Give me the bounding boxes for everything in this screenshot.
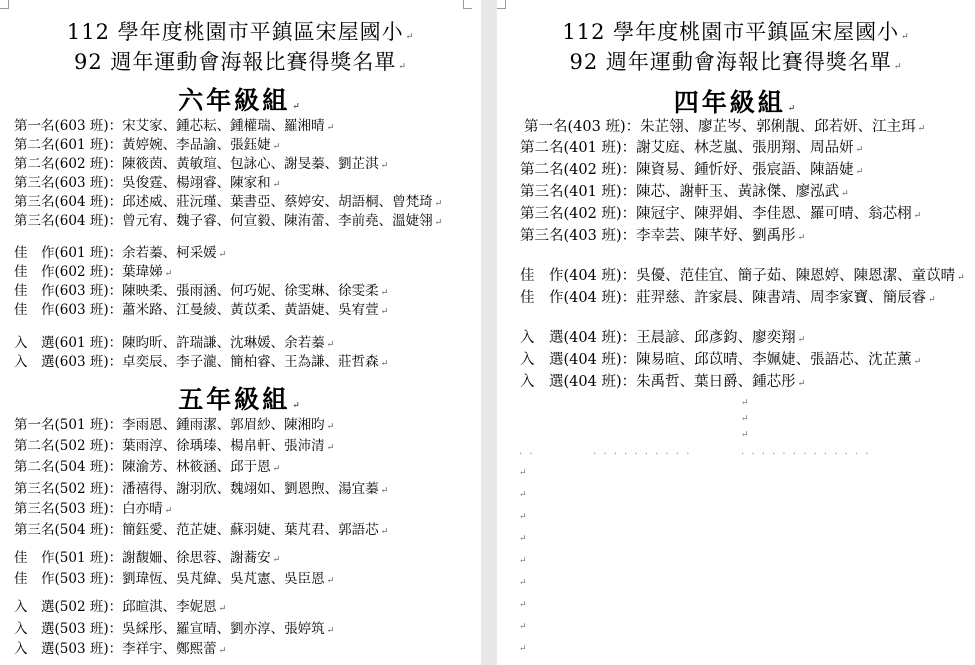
- paragraph-mark: ↵: [380, 527, 389, 537]
- doc-title-line2: 92 週年運動會海報比賽得獎名單 ↵: [569, 50, 903, 74]
- paragraph-mark: ↵: [380, 486, 389, 496]
- award-line: 第三名(503 班)：白亦晴 ↵: [14, 501, 173, 517]
- paragraph-mark: ↵: [901, 32, 910, 42]
- crop-mark: [0, 0, 9, 9]
- paragraph-mark: ↵: [519, 600, 527, 610]
- paragraph-mark: ↵: [218, 646, 227, 656]
- paragraph-mark: ↵: [519, 622, 527, 632]
- page-break-dots: . .: [519, 446, 535, 457]
- award-line: 入 選(404 班)：王晨諺、邱彥鈞、廖奕翔 ↵: [520, 330, 806, 346]
- crop-mark: [497, 0, 506, 9]
- paragraph-mark: ↵: [380, 288, 389, 298]
- paragraph-mark: ↵: [380, 307, 389, 317]
- doc-title-line2: 92 週年運動會海報比賽得獎名單 ↵: [74, 50, 407, 74]
- award-line: 佳 作(503 班)：劉瑋恆、吳芃緯、吳芃憲、吳臣恩 ↵: [14, 571, 335, 587]
- paragraph-mark: ↵: [405, 32, 415, 42]
- paragraph-mark: ↵: [893, 62, 903, 72]
- page-break-dots: . . . . . . . . . .: [593, 446, 692, 457]
- paragraph-mark: ↵: [841, 189, 849, 199]
- paragraph-mark: ↵: [292, 401, 303, 411]
- paragraph-mark: ↵: [272, 142, 281, 152]
- award-line: 第二名(601 班)：黃婷婉、李品諭、張鈺婕 ↵: [14, 137, 281, 153]
- paragraph-mark: ↵: [519, 490, 527, 500]
- paragraph-mark: ↵: [326, 576, 335, 586]
- award-line: 第二名(402 班)：陳資易、鍾忻妤、張宸語、陳語婕 ↵: [520, 162, 864, 178]
- paragraph-mark: ↵: [326, 123, 335, 133]
- paragraph-mark: ↵: [380, 161, 389, 171]
- award-line: 第二名(401 班)：謝艾庭、林芝嵐、張朋翔、周品妍 ↵: [520, 140, 864, 156]
- paragraph-mark: ↵: [380, 359, 389, 369]
- award-line: 佳 作(603 班)：陳映柔、張雨涵、何巧妮、徐雯琳、徐雯柔 ↵: [14, 283, 389, 299]
- paragraph-mark: ↵: [913, 211, 922, 221]
- paragraph-mark: ↵: [519, 644, 527, 654]
- doc-title-line1: 112 學年度桃園市平鎮區宋屋國小 ↵: [66, 20, 415, 44]
- award-line: 入 選(503 班)：李祥宇、鄭熙蕾 ↵: [14, 641, 227, 657]
- paragraph-mark: ↵: [797, 379, 806, 389]
- award-line: 第二名(602 班)：陳筱茵、黃敏瑄、包詠心、謝旻蓁、劉芷淇 ↵: [14, 156, 389, 172]
- paragraph-mark: ↵: [326, 340, 335, 350]
- award-line: 第三名(604 班)：曾元宥、魏子睿、何宣毅、陳洧蕾、李前堯、溫婕翎 ↵: [14, 213, 443, 229]
- paragraph-mark: ↵: [519, 578, 527, 588]
- paragraph-mark: ↵: [164, 269, 173, 279]
- paragraph-mark: ↵: [519, 556, 527, 566]
- document-page-right: [497, 0, 975, 665]
- award-line: 第三名(603 班)：吳俊霆、楊翊睿、陳家和 ↵: [14, 175, 281, 191]
- award-line: 入 選(601 班)：陳昀昕、許瑞謙、沈琳媛、余若蓁 ↵: [14, 335, 335, 351]
- paragraph-mark: ↵: [928, 295, 936, 305]
- award-line: 入 選(404 班)：朱禹哲、葉日爵、鍾芯彤 ↵: [520, 374, 806, 390]
- paragraph-mark: ↵: [519, 468, 527, 478]
- paragraph-mark: ↵: [913, 357, 922, 367]
- paragraph-mark: ↵: [434, 218, 443, 228]
- award-line: 第三名(504 班)：簡鈺愛、范芷婕、蘇羽婕、葉芃君、郭語芯 ↵: [14, 522, 389, 538]
- grade5-heading: 五年級組 ↵: [178, 385, 303, 414]
- paragraph-mark: ↵: [218, 250, 227, 260]
- paragraph-mark: ↵: [272, 464, 281, 474]
- paragraph-mark: ↵: [855, 167, 864, 177]
- paragraph-mark: ↵: [398, 62, 407, 72]
- document-page-left: [0, 0, 481, 665]
- page-gutter: [481, 0, 497, 665]
- paragraph-mark: ↵: [519, 512, 527, 522]
- award-line: 第三名(604 班)：邱述威、莊沅瑾、葉書亞、蔡婷安、胡語桐、曾梵琦 ↵: [14, 194, 443, 210]
- paragraph-mark: ↵: [326, 422, 335, 432]
- paragraph-mark: ↵: [917, 124, 926, 134]
- award-line: 第一名(501 班)：李雨恩、鍾雨潔、郭眉紗、陳湘昀 ↵: [14, 417, 335, 433]
- award-line: 入 選(404 班)：陳易暄、邱苡晴、李姵婕、張語芯、沈芷薰 ↵: [520, 352, 922, 368]
- paragraph-mark: ↵: [741, 398, 749, 408]
- paragraph-mark: ↵: [272, 180, 281, 190]
- grade6-heading: 六年級組 ↵: [178, 86, 303, 115]
- paragraph-mark: ↵: [292, 102, 303, 112]
- award-line: 第三名(402 班)：陳冠宇、陳羿娟、李佳恩、羅可晴、翁芯栩 ↵: [520, 206, 922, 222]
- award-line: 第一名(603 班)：宋艾家、鍾芯耘、鍾權瑞、羅湘晴 ↵: [14, 118, 335, 134]
- paragraph-mark: ↵: [519, 534, 527, 544]
- award-line: 第二名(502 班)：葉雨淳、徐瑀瑧、楊帛軒、張沛清 ↵: [14, 438, 335, 454]
- paragraph-mark: ↵: [797, 335, 806, 345]
- award-line: 第一名(403 班)：朱芷翎、廖芷岑、郭俐靚、邱若妍、江主珥 ↵: [524, 119, 926, 135]
- award-line: 第三名(403 班)：李幸芸、陳芊妤、劉禹彤 ↵: [520, 228, 806, 244]
- award-line: 第三名(401 班)：陳芯、謝軒玉、黃詠傑、廖泓武 ↵: [520, 184, 849, 200]
- paragraph-mark: ↵: [218, 604, 227, 614]
- award-line: 第二名(504 班)：陳渝芳、林筱涵、邱于恩 ↵: [14, 459, 281, 475]
- paragraph-mark: ↵: [326, 443, 335, 453]
- crop-mark: [463, 0, 472, 9]
- award-line: 入 選(502 班)：邱暄淇、李妮恩 ↵: [14, 599, 227, 615]
- doc-title-line1: 112 學年度桃園市平鎮區宋屋國小 ↵: [562, 20, 910, 44]
- grade4-heading: 四年級組 ↵: [673, 88, 799, 117]
- award-line: 佳 作(404 班)：莊羿慈、許家晨、陳書靖、周李家寶、簡辰睿 ↵: [520, 290, 936, 306]
- paragraph-mark: ↵: [164, 506, 173, 516]
- award-line: 佳 作(404 班)：吳優、范佳宜、簡子茹、陳恩婷、陳恩潔、童苡晴 ↵: [520, 268, 965, 284]
- paragraph-mark: ↵: [272, 555, 281, 565]
- award-line: 第三名(502 班)：潘禧得、謝羽欣、魏翊如、劉恩煦、湯宜蓁 ↵: [14, 481, 389, 497]
- paragraph-mark: ↵: [957, 273, 965, 283]
- paragraph-mark: ↵: [787, 104, 799, 114]
- paragraph-mark: ↵: [741, 414, 749, 424]
- paragraph-mark: ↵: [326, 626, 335, 636]
- paragraph-mark: ↵: [855, 145, 864, 155]
- paragraph-mark: ↵: [434, 199, 443, 209]
- award-line: 入 選(503 班)：吳綵彤、羅宣晴、劉亦淳、張婷筑 ↵: [14, 621, 335, 637]
- paragraph-mark: ↵: [741, 430, 749, 440]
- page-break-dots: . . . . . . . . . . . . .: [741, 446, 871, 457]
- award-line: 佳 作(603 班)：蕭米路、江曼綾、黃苡柔、黃語婕、吳宥萱 ↵: [14, 302, 389, 318]
- paragraph-mark: ↵: [797, 233, 806, 243]
- award-line: 佳 作(601 班)：余若蓁、柯采媛 ↵: [14, 245, 227, 261]
- award-line: 佳 作(501 班)：謝馥姍、徐思蓉、謝蕎安 ↵: [14, 550, 281, 566]
- award-line: 入 選(603 班)：卓奕辰、李子瀧、簡柏睿、王為謙、莊哲森 ↵: [14, 354, 389, 370]
- award-line: 佳 作(602 班)：葉瑋娣 ↵: [14, 264, 173, 280]
